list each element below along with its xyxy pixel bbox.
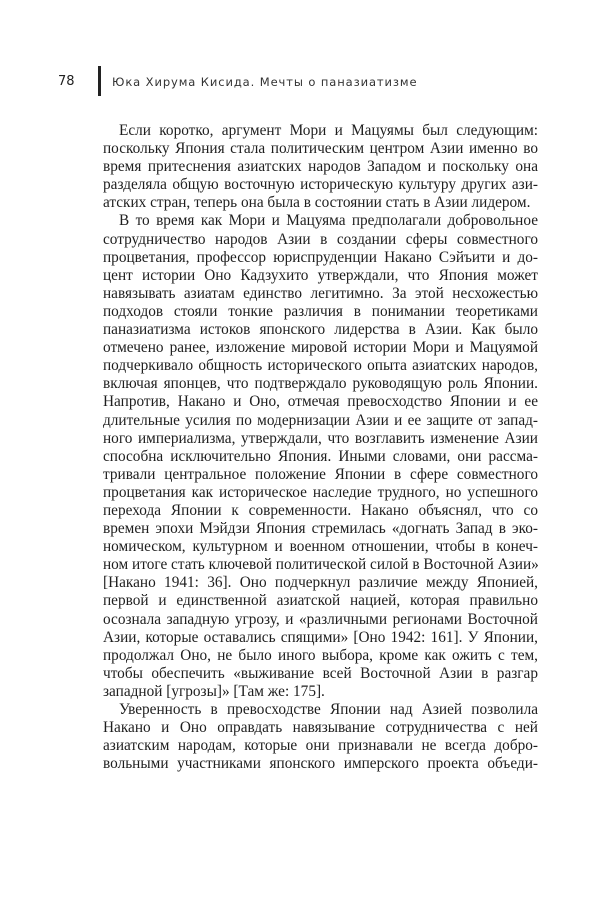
text-line: процветания как историческое наследие трудного, но успешного bbox=[103, 483, 538, 501]
text-line: Азии, которые оставались спящими» [Оно 1942: 161]. У Японии, bbox=[103, 628, 538, 646]
text-line: В то время как Мори и Мацуяма предполагали добровольное bbox=[119, 212, 538, 230]
text-line: отмечено ранее, изложение мировой истории Мори и Мацуямой bbox=[103, 339, 538, 357]
text-line: осознала западную угрозу, и «различными регионами Восточной bbox=[103, 610, 538, 628]
text-line: вольными участниками японского имперского проекта объеди- bbox=[103, 755, 538, 773]
page-number: 78 bbox=[58, 74, 75, 89]
text-line: ного империализма, утверждали, что возглавить изменение Азии bbox=[103, 429, 538, 447]
text-line: продолжал Оно, не было иного выбора, кроме как ожить с тем, bbox=[103, 646, 538, 664]
body-text bbox=[103, 122, 538, 773]
running-title: Юка Хирума Кисида. Мечты о паназиатизме bbox=[112, 75, 418, 89]
paragraph bbox=[103, 122, 538, 212]
text-line: [Накано 1941: 36]. Оно подчеркнул различие между Японией, bbox=[103, 574, 538, 592]
text-line: первой и единственной азиатской нацией, которая правильно bbox=[103, 592, 538, 610]
text-line: тривали центральное положение Японии в сфере совместного bbox=[103, 465, 538, 483]
text-line: длительные усилия по модернизации Азии и ее защите от запад- bbox=[103, 411, 538, 429]
text-line: времен эпохи Мэйдзи Япония стремилась «догнать Запад в эко- bbox=[103, 520, 538, 538]
text-line: сотрудничество народов Азии в создании сферы совместного bbox=[103, 230, 538, 248]
text-line: Накано и Оно оправдать навязывание сотрудничества с ней bbox=[103, 719, 538, 737]
paragraph bbox=[103, 701, 538, 773]
text-line: включая японцев, что подтверждало руководящую роль Японии. bbox=[103, 375, 538, 393]
text-line: номическом, культурном и военном отношении, чтобы в конеч- bbox=[103, 538, 538, 556]
text-line: подходов стояли тонкие различия в понимании теоретиками bbox=[103, 302, 538, 320]
text-line: чтобы обеспечить «выживание всей Восточной Азии в разгар bbox=[103, 664, 538, 682]
text-line: атских стран, теперь она была в состоянии стать в Азии лидером. bbox=[103, 194, 531, 212]
text-line: Напротив, Накано и Оно, отмечая превосходство Японии и ее bbox=[103, 393, 538, 411]
running-header bbox=[0, 66, 600, 96]
text-line: Если коротко, аргумент Мори и Мацуямы был следующим: bbox=[119, 122, 538, 139]
text-line: западной [угрозы]» [Там же: 175]. bbox=[103, 682, 325, 700]
paragraph bbox=[103, 212, 538, 701]
text-line: процветания, профессор юриспруденции Накано Сэйъити и до- bbox=[103, 248, 538, 266]
text-line: подчеркивало общность исторического опыта азиатских народов, bbox=[103, 357, 538, 375]
text-line: цент истории Оно Кадзухито утверждали, что Япония может bbox=[103, 266, 538, 284]
text-line: перехода Японии к современности. Накано объяснял, что со bbox=[103, 501, 538, 519]
text-line: время притеснения азиатских народов Западом и поскольку она bbox=[103, 158, 538, 176]
text-line: азиатским народам, которые они признавали не всегда добро- bbox=[103, 737, 538, 755]
text-line: ном итоге стать ключевой политической силой в Восточной Азии» bbox=[103, 556, 539, 574]
text-line: паназиатизма истоков японского лидерства в Азии. Как было bbox=[103, 321, 538, 339]
text-line: поскольку Япония стала политическим центром Азии именно во bbox=[103, 140, 538, 158]
header-divider bbox=[98, 66, 101, 96]
text-line: навязывать азиатам единство легитимно. За этой несхожестью bbox=[103, 284, 538, 302]
text-line: способна исключительно Япония. Иными словами, они рассма- bbox=[103, 447, 538, 465]
text-line: разделяла общую восточную историческую культуру других ази- bbox=[103, 176, 538, 194]
text-line: Уверенность в превосходстве Японии над Азией позволила bbox=[119, 701, 538, 718]
